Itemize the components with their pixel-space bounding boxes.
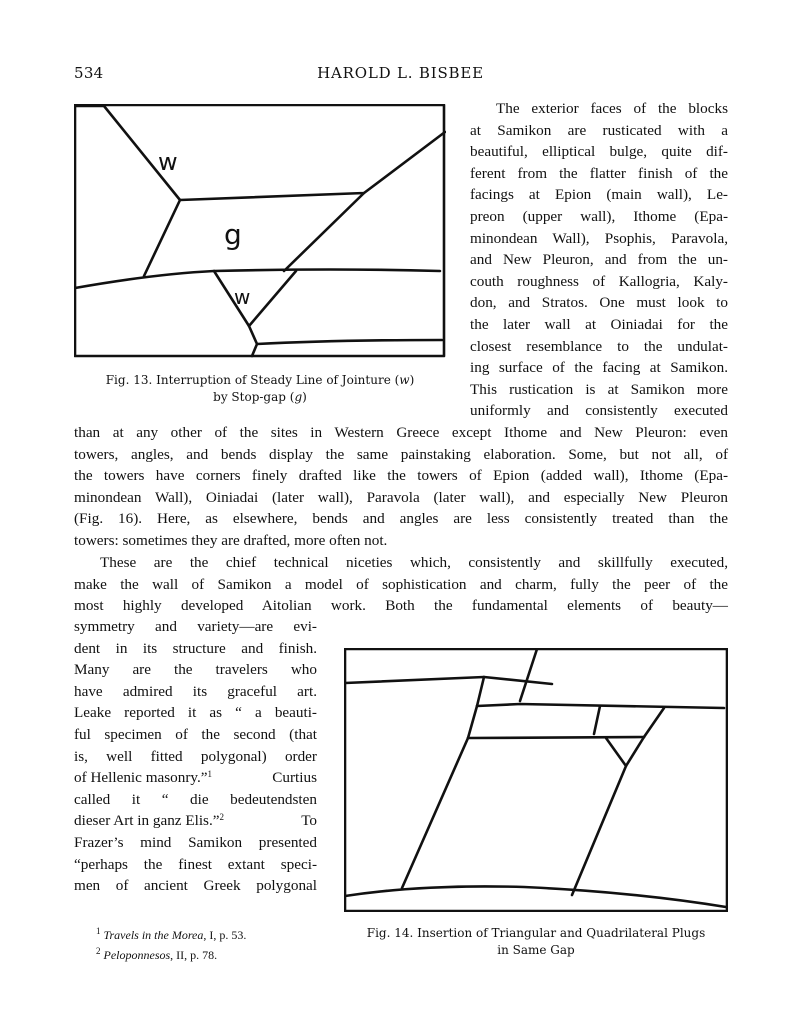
text-line: This rustication is at Samikon more (470, 380, 728, 398)
text-line: Leake reported it as “ a beauti- (74, 704, 317, 722)
fig13-caption-w: w (399, 373, 410, 387)
footnote-title: Travels in the Morea (103, 928, 204, 942)
page-number: 534 (74, 64, 104, 82)
label-w-bottom: w (234, 285, 251, 309)
figure-14-frame (345, 649, 727, 911)
fig13-caption-prefix: Fig. 13. (105, 373, 153, 387)
text-fragment: of Hellenic masonry.” (74, 769, 208, 787)
text-line (74, 810, 317, 832)
text-line: don, and Stratos. One must look to (470, 294, 728, 312)
text-line (74, 767, 317, 789)
text-line: ful specimen of the second (that (74, 725, 317, 743)
text-line: ing surface of the facing at Samikon. (470, 359, 728, 377)
text-line: These are the chief technical niceties which, consistently and skillfully executed, (100, 554, 728, 571)
label-w-top: w (158, 148, 178, 176)
text-line: is, well fitted polygonal) order (74, 747, 317, 765)
text-fragment: To (301, 812, 317, 830)
figure-14-svg (344, 648, 728, 912)
fig13-caption-line2: by Stop-gap ( (213, 390, 295, 404)
footnote-1 (96, 925, 246, 945)
fig13-caption-close: ) (409, 373, 415, 387)
text-line: minondean Wall), Psophis, Paravola, (470, 229, 728, 247)
text-line: “perhaps the finest extant speci- (74, 855, 317, 873)
text-line: couth roughness of Kallogria, Kaly- (470, 272, 728, 290)
footnote-number: 1 (96, 926, 101, 936)
paragraph-travelers (74, 616, 317, 897)
fig13-caption-g: g (294, 390, 303, 404)
fig13-caption-line2-close: ) (302, 390, 307, 404)
text-line: called it “ die bedeutendsten (74, 790, 317, 808)
text-line: most highly developed Aitolian work. Both the fundamental elements of beauty— (74, 597, 728, 615)
text-line: symmetry and variety—are evi- (74, 618, 317, 635)
long-joint-left (402, 738, 468, 888)
footnotes (96, 925, 246, 965)
text-line: minondean Wall), Oiniadai (later wall), Paravola (later wall), and especially New Pleuron (74, 488, 728, 506)
text-line: and New Pleuron, and from the un- (470, 251, 728, 269)
paragraph-rustication-continued (74, 422, 728, 552)
fig14-caption-line1: Insertion of Triangular and Quadrilateral Plugs (417, 926, 706, 940)
fig14-caption-prefix: Fig. 14. (366, 926, 414, 940)
footnote-ref-2[interactable]: 2 (219, 812, 225, 823)
text-line: ferent from the flatter finish of the (470, 164, 728, 182)
text-fragment: Curtius (272, 769, 317, 787)
joint-line-top-vertical (520, 649, 537, 701)
joint-line-bottom (249, 326, 442, 344)
label-g: g (224, 218, 242, 251)
text-line: the later wall at Oiniadai for the (470, 315, 728, 333)
stop-gap-triangle (214, 271, 296, 326)
joint-line-bottom-curve (345, 886, 726, 907)
footnote-number: 2 (96, 946, 101, 956)
text-line: make the wall of Samikon a model of sophistication and charm, fully the peer of the (74, 575, 728, 593)
text-line: men of ancient Greek polygonal (74, 877, 317, 895)
footnote-title: Peloponnesos (103, 948, 171, 962)
footnote-rest: , I, p. 53. (203, 928, 247, 942)
joint-line-bottom-stub (252, 344, 257, 356)
fig14-caption-line2: in Same Gap (497, 943, 575, 957)
text-line: (Fig. 16). Here, as elsewhere, bends and angles are less consistently treated than the (74, 510, 728, 528)
figure-13-caption (74, 372, 446, 406)
text-line: at Samikon are rusticated with a (470, 121, 728, 139)
joint-line-lower (468, 737, 644, 738)
text-line: Many are the travelers who (74, 661, 317, 679)
text-line: uniformly and consistently executed (470, 402, 728, 420)
joint-line-right (284, 193, 364, 271)
text-line: have admired its graceful art. (74, 682, 317, 700)
figure-13-svg (74, 104, 446, 358)
jointure-line-main (75, 270, 440, 289)
quad-plug-right-edge (594, 706, 600, 734)
quad-plug-lower-left (468, 706, 477, 738)
text-line: towers: sometimes they are drafted, more often not. (74, 531, 388, 549)
figure-13-drawing (74, 104, 446, 358)
text-line: facings at Epion (main wall), Le- (470, 186, 728, 204)
text-line: Frazer’s mind Samikon presented (74, 833, 317, 851)
footnote-2 (96, 945, 246, 965)
footnote-rest: , II, p. 78. (170, 948, 218, 962)
figure-14-drawing (344, 648, 728, 912)
long-joint-right (572, 766, 626, 895)
joint-line-top (180, 132, 445, 200)
paragraph-rustication (470, 98, 728, 422)
text-line: dent in its structure and finish. (74, 639, 317, 657)
figure-14-caption (344, 925, 728, 959)
text-line: closest resemblance to the undulat- (470, 337, 728, 355)
figure-13-frame (75, 105, 444, 356)
quad-plug-left-edge (477, 677, 484, 706)
joint-line-left (75, 106, 180, 276)
joint-upper-right-diagonal (644, 708, 664, 737)
text-line: towers, angles, and bends display the same painstaking elaboration. Some, but not all, of (74, 445, 728, 463)
fig13-caption-line1: Interruption of Steady Line of Jointure ( (156, 373, 400, 387)
text-line: preon (upper wall), Ithome (Epa- (470, 207, 728, 225)
text-line: than at any other of the sites in Western Greece except Ithome and New Pleuron: even (74, 424, 728, 441)
text-fragment: dieser Art in ganz Elis.” (74, 812, 220, 830)
joint-line-upper-left (345, 677, 552, 684)
triangular-plug (606, 737, 644, 766)
text-line: The exterior faces of the blocks (496, 100, 728, 117)
text-line: beautiful, elliptical bulge, quite dif- (470, 143, 728, 161)
text-line: the towers have corners finely drafted like the towers of Epion (added wall), Ithome (Epa- (74, 467, 728, 485)
paragraph-niceties (74, 552, 728, 617)
running-head: HAROLD L. BISBEE (317, 64, 484, 82)
footnote-ref-1[interactable]: 1 (207, 769, 213, 780)
